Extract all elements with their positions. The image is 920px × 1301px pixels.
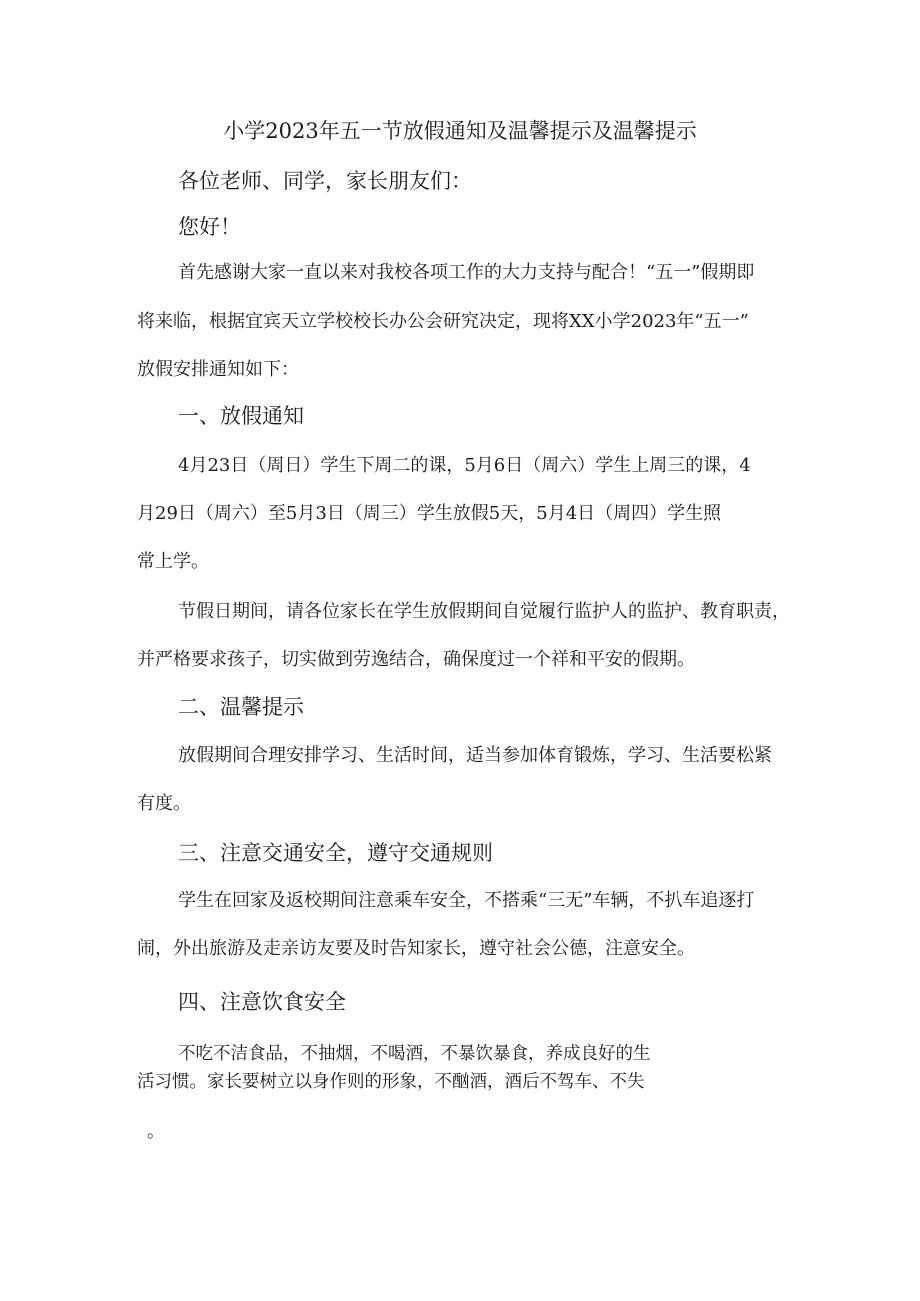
section-1-para1-line-3: 常上学。 (137, 551, 209, 572)
section-4-heading: 四、注意饮食安全 (178, 990, 346, 1014)
hello-line: 您好！ (178, 215, 241, 239)
section-2-para-line-2: 有度。 (137, 793, 191, 814)
document-title: 小学2023年五一节放假通知及温馨提示及温馨提示 (223, 119, 697, 143)
section-1-para1-line-1: 4月23日（周日）学生下周二的课，5月6日（周六）学生上周三的课，4 (178, 455, 751, 476)
intro-line-2: 将来临，根据宜宾天立学校校长办公会研究决定，现将XX小学2023年“五一” (137, 311, 749, 332)
section-2-para-line-1: 放假期间合理安排学习、生活时间，适当参加体育锻炼，学习、生活要松紧 (178, 745, 772, 766)
section-3-para-line-1: 学生在回家及返校期间注意乘车安全，不搭乘“三无”车辆，不扒车追逐打 (178, 890, 755, 911)
section-3-para-line-2: 闹，外出旅游及走亲访友要及时告知家长，遵守社会公德，注意安全。 (137, 938, 695, 959)
section-2-heading: 二、温馨提示 (178, 695, 304, 719)
section-1-para2-line-2: 并严格要求孩子，切实做到劳逸结合，确保度过一个祥和平安的假期。 (137, 649, 695, 670)
trailing-period: 。 (147, 1122, 165, 1142)
greeting-line: 各位老师、同学，家长朋友们： (178, 169, 472, 193)
section-1-para1-line-2: 月29日（周六）至5月3日（周三）学生放假5天，5月4日（周四）学生照 (137, 503, 722, 524)
section-3-heading: 三、注意交通安全，遵守交通规则 (178, 841, 493, 865)
section-4-para-line-1: 不吃不洁食品，不抽烟，不喝酒，不暴饮暴食，养成良好的生 (178, 1044, 651, 1064)
section-4-para-line-2: 活习惯。家长要树立以身作则的形象，不酗酒，酒后不驾车、不失 (137, 1072, 645, 1092)
section-1-para2-line-1: 节假日期间，请各位家长在学生放假期间自觉履行监护人的监护、教育职责， (178, 601, 790, 622)
section-1-heading: 一、放假通知 (178, 404, 304, 428)
intro-line-3: 放假安排通知如下： (137, 359, 299, 380)
intro-line-1: 首先感谢大家一直以来对我校各项工作的大力支持与配合！“五一”假期即 (178, 262, 755, 283)
